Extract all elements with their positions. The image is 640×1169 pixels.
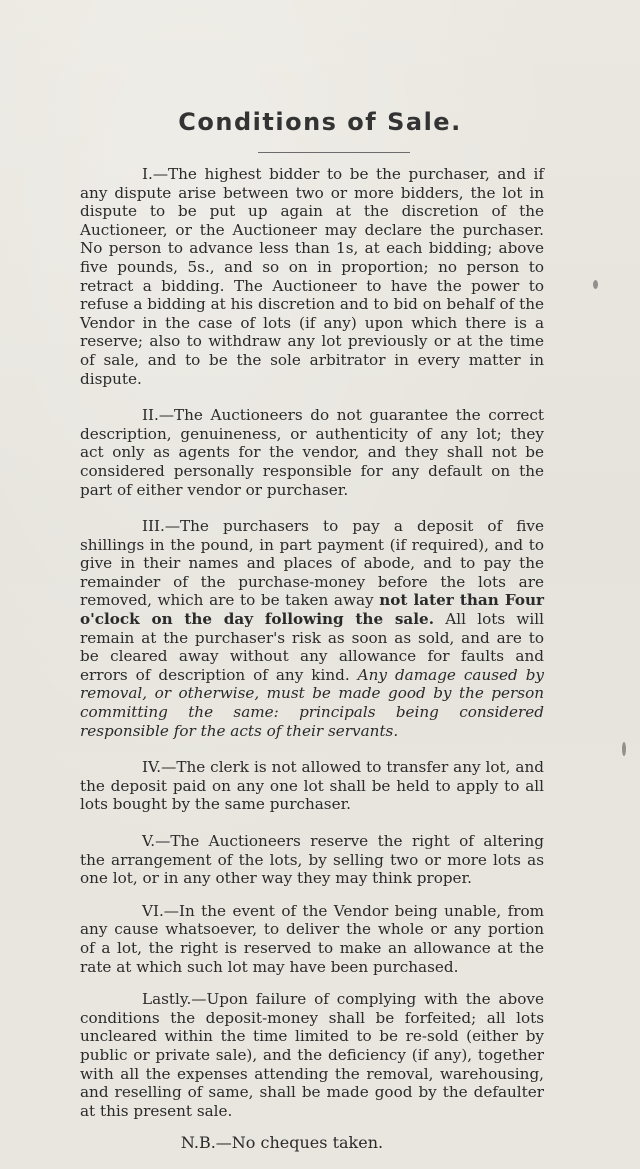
condition-3-deadline: not later than Four o'clock on the day following the sale. [80, 591, 545, 629]
condition-3 [80, 517, 544, 740]
page-title: Conditions of Sale. [178, 108, 462, 136]
conditions-body [80, 165, 544, 1169]
condition-3-start: III.—The purchasers to pay a deposit of five shillings in the pound, in part payment (if required), and to give in their names and places of abode, and to pay the remainder of the purchase-money before the lots are removed, which are to be taken away [80, 517, 544, 610]
ink-smudge [622, 742, 626, 756]
ink-smudge [593, 280, 598, 289]
condition-3-middle: All lots will remain at the purchaser's risk as soon as sold, and are to be cleared away without any allowance for faults and errors of description of any kind. [80, 610, 544, 684]
condition-4: IV.—The clerk is not allowed to transfer any lot, and the deposit paid on any one lot shall be held to apply to all lots bought by the same purchaser. [80, 758, 544, 814]
title-divider [258, 152, 410, 153]
condition-2: II.—The Auctioneers do not guarantee the correct description, genuineness, or authenticity of any lot; they act only as agents for the vendor, and they shall not be considered personally responsible for any default on the part of either vendor or purchaser. [80, 406, 544, 499]
condition-5: V.—The Auctioneers reserve the right of altering the arrangement of the lots, by selling two or more lots as one lot, or in any other way they may think proper. [80, 832, 544, 888]
condition-3-damage: Any damage caused by removal, or otherwise, must be made good by the person committing the same: principals being considered responsible for the acts of their servants. [80, 665, 545, 740]
condition-6: VI.—In the event of the Vendor being unable, from any cause whatsoever, to deliver the whole or any portion of a lot, the right is reserved to make an allowance at the rate at which such lot may have been purchased. [80, 901, 544, 976]
condition-lastly: Lastly.—Upon failure of complying with the above conditions the deposit-money shall be forfeited; all lots uncleared within the time limited to be re-sold (either by public or private sale), and the deficiency (if any), together with all the expenses attending the removal, warehousing, and reselling of same, shall be made good by the defaulter at this present sale. [80, 990, 544, 1120]
no-cheques-note: N.B.—No cheques taken. [180, 1133, 384, 1153]
condition-1: I.—The highest bidder to be the purchaser, and if any dispute arise between two or more bidders, the lot in dispute to be put up again at the discretion of the Auctioneer, or the Auctioneer may declare the purchaser. No person to advance less than 1s, at each bidding; above five pounds, 5s., and so on in proportion; no person to retract a bidding. The Auctioneer to have the power to refuse a bidding at his discretion and to bid on behalf of the Vendor in the case of lots (if any) upon which there is a reserve; also to withdraw any lot previously or at the time of sale, and to be the sole arbitrator in every matter in dispute. [80, 165, 544, 388]
